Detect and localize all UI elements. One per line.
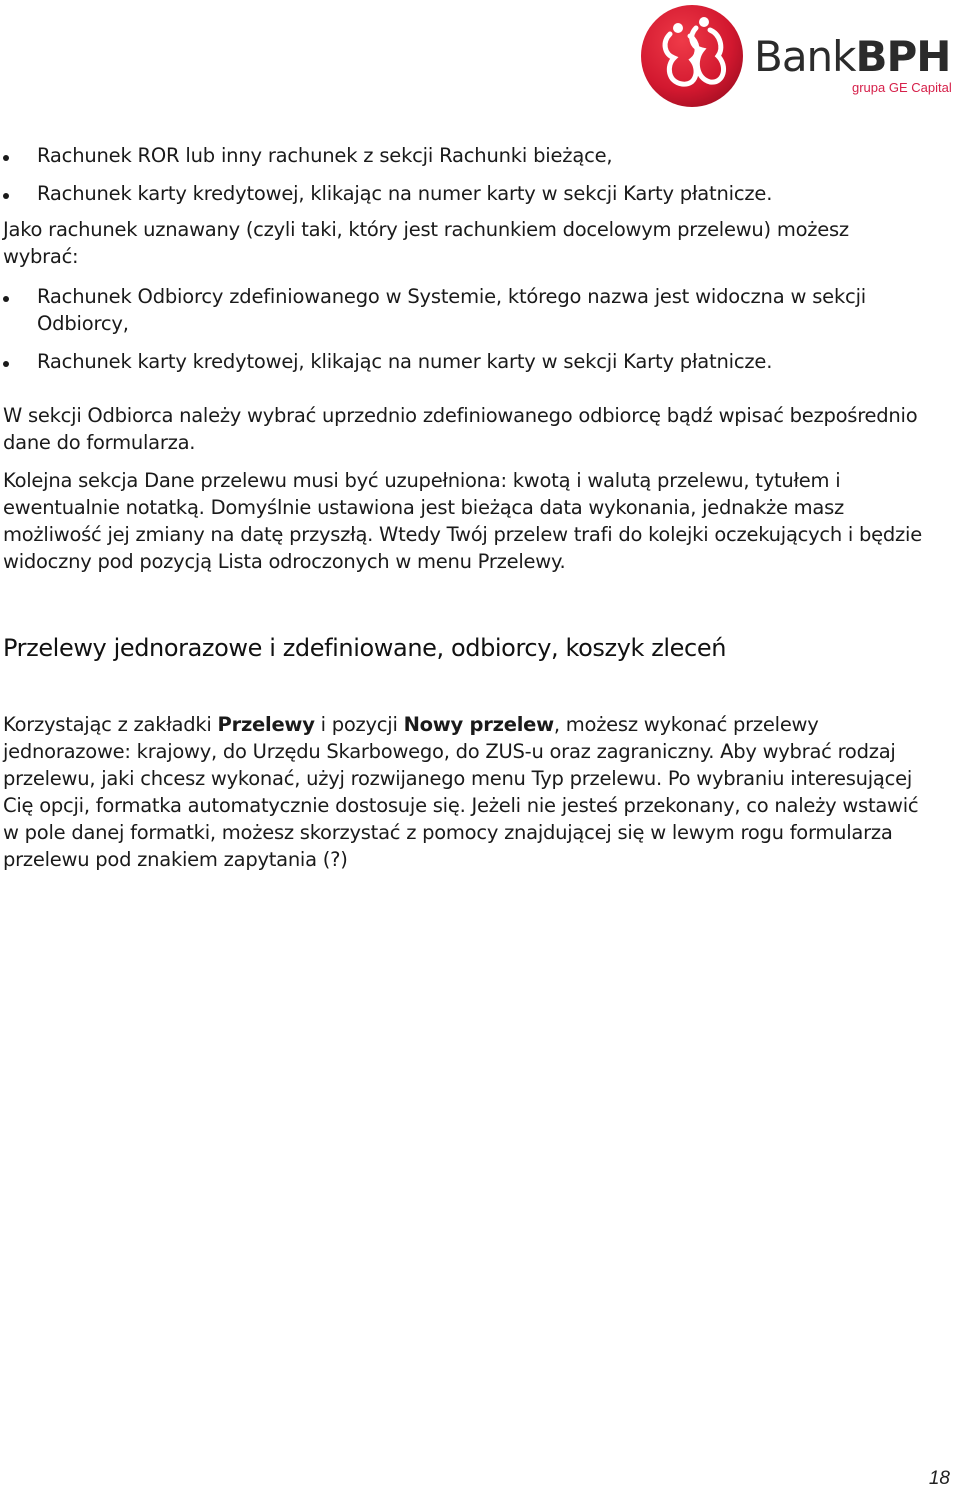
bank-logo-subtitle: grupa GE Capital [852,80,952,95]
list-item: Rachunek karty kredytowej, klikając na numer karty w sekcji Karty płatnicze. [3,348,923,375]
credit-account-list [3,283,923,375]
bank-logo-wordmark: BankBPH [754,32,951,81]
paragraph-credit-account-intro: Jako rachunek uznawany (czyli taki, który jest rachunkiem docelowym przelewu) możesz wybrać: [3,218,849,268]
section-heading: Przelewy jednorazowe i zdefiniowane, odbiorcy, koszyk zleceń [3,634,727,662]
list-item: Rachunek Odbiorcy zdefiniowanego w Systemie, którego nazwa jest widoczna w sekcji Odbiorcy, [3,283,923,337]
list-item: Rachunek ROR lub inny rachunek z sekcji Rachunki bieżące, [3,142,923,169]
paragraph-recipient-section: W sekcji Odbiorca należy wybrać uprzednio zdefiniowanego odbiorcę bądź wpisać bezpośrednio dane do formularza. [3,404,918,454]
list-item: Rachunek karty kredytowej, klikając na numer karty w sekcji Karty płatnicze. [3,180,923,207]
paragraph-transfer-details: Kolejna sekcja Dane przelewu musi być uzupełniona: kwotą i walutą przelewu, tytułem i ewentualnie notatką. Domyślnie ustawiona jest bieżąca data wykonania, jednakże masz możliwość jej zmiany na datę przyszłą. Wtedy Twój przelew trafi do kolejki oczekujących i będzie widoczny pod pozycją Lista odroczonych w menu Przelewy. [3,469,922,573]
page-number: 18 [928,1468,950,1489]
new-transfer-item-name: Nowy przelew [403,713,554,736]
paragraph-new-transfer: Korzystając z zakładki Przelewy i pozycji Nowy przelew, możesz wykonać przelewy jednorazowe: krajowy, do Urzędu Skarbowego, do ZUS-u oraz zagraniczny. Aby wybrać rodzaj przelewu, jaki chcesz wykonać, użyj rozwijanego menu Typ przelewu. Po wybraniu interesującej Cię opcji, formatka automatycznie dostosuje się. Jeżeli nie jesteś przekonany, co należy wstawić w pole danej formatki, możesz skorzystać z pomocy znajdującej się w lewym rogu formularza przelewu pod znakiem zapytania (?) [3,713,919,871]
bank-logo-icon [640,4,744,108]
bank-logo [640,4,956,110]
document-body [3,142,923,873]
debit-account-list [3,142,923,207]
transfers-tab-name: Przelewy [217,713,315,736]
